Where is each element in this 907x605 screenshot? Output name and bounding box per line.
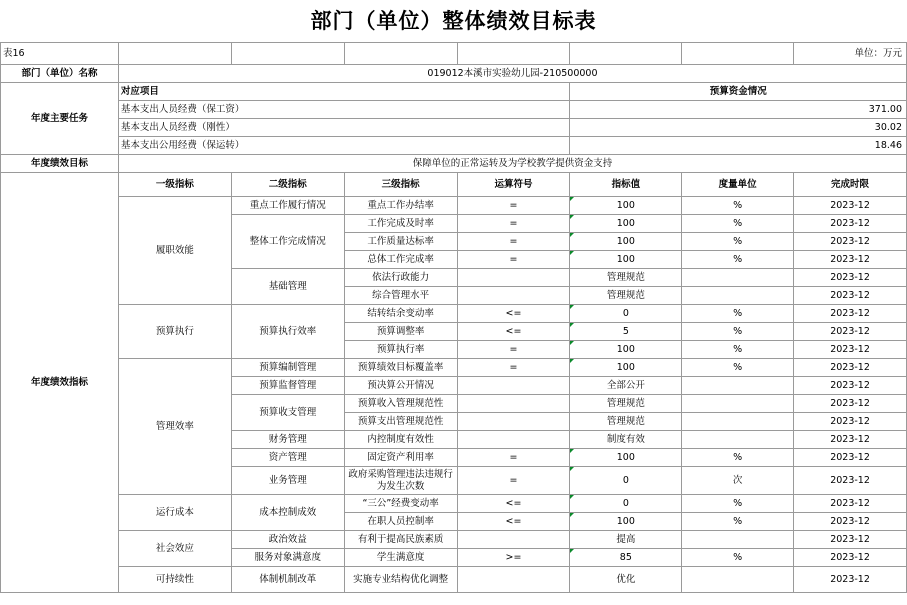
- deadline-cell: 2023-12: [794, 467, 907, 495]
- task-amount: 30.02: [570, 119, 907, 137]
- header-cell: 二级指标: [231, 173, 344, 197]
- value-cell: 100: [570, 251, 682, 269]
- table-number: 表16: [1, 43, 119, 65]
- level3-indicator: 总体工作完成率: [344, 251, 457, 269]
- operator-cell: <=: [457, 323, 570, 341]
- operator-cell: <=: [457, 495, 570, 513]
- operator-cell: =: [457, 251, 570, 269]
- value-cell: 100: [570, 197, 682, 215]
- operator-cell: <=: [457, 305, 570, 323]
- task-col-item: 对应项目: [118, 83, 570, 101]
- level1-indicator: 社会效应: [118, 531, 231, 567]
- level3-indicator: 预算收入管理规范性: [344, 395, 457, 413]
- unit-cell: %: [682, 495, 794, 513]
- header-cell: 运算符号: [457, 173, 570, 197]
- value-cell: 100: [570, 449, 682, 467]
- value-cell: 0: [570, 467, 682, 495]
- level2-indicator: 预算编制管理: [231, 359, 344, 377]
- level3-indicator: 工作完成及时率: [344, 215, 457, 233]
- unit-cell: %: [682, 549, 794, 567]
- level1-indicator: 预算执行: [118, 305, 231, 359]
- level3-indicator: 预算绩效目标覆盖率: [344, 359, 457, 377]
- value-cell: 优化: [570, 567, 682, 593]
- operator-cell: [457, 395, 570, 413]
- value-cell: 管理规范: [570, 395, 682, 413]
- level3-indicator: 预算调整率: [344, 323, 457, 341]
- level2-indicator: 预算收支管理: [231, 395, 344, 431]
- deadline-cell: 2023-12: [794, 269, 907, 287]
- level3-indicator: 有利于提高民族素质: [344, 531, 457, 549]
- operator-cell: =: [457, 449, 570, 467]
- unit-cell: [682, 287, 794, 305]
- value-cell: 100: [570, 233, 682, 251]
- level2-indicator: 体制机制改革: [231, 567, 344, 593]
- level2-indicator: 基础管理: [231, 269, 344, 305]
- level3-indicator: 政府采购管理违法违规行为发生次数: [344, 467, 457, 495]
- task-item: 基本支出公用经费（保运转）: [118, 137, 570, 155]
- value-cell: 85: [570, 549, 682, 567]
- level1-indicator: 运行成本: [118, 495, 231, 531]
- operator-cell: [457, 567, 570, 593]
- level2-indicator: 重点工作履行情况: [231, 197, 344, 215]
- tasks-label: 年度主要任务: [1, 83, 119, 155]
- unit-cell: [682, 269, 794, 287]
- deadline-cell: 2023-12: [794, 377, 907, 395]
- deadline-cell: 2023-12: [794, 513, 907, 531]
- level3-indicator: 预算执行率: [344, 341, 457, 359]
- level2-indicator: 政治效益: [231, 531, 344, 549]
- empty-cell: [570, 43, 682, 65]
- empty-cell: [344, 43, 457, 65]
- header-cell: 指标值: [570, 173, 682, 197]
- deadline-cell: 2023-12: [794, 431, 907, 449]
- operator-cell: =: [457, 215, 570, 233]
- value-cell: 0: [570, 305, 682, 323]
- unit-cell: [682, 413, 794, 431]
- level2-indicator: 成本控制成效: [231, 495, 344, 531]
- operator-cell: =: [457, 197, 570, 215]
- indicators-label: 年度绩效指标: [1, 173, 119, 593]
- unit-cell: %: [682, 251, 794, 269]
- level3-indicator: 预算支出管理规范性: [344, 413, 457, 431]
- operator-cell: [457, 269, 570, 287]
- operator-cell: =: [457, 359, 570, 377]
- value-cell: 100: [570, 359, 682, 377]
- task-amount: 371.00: [570, 101, 907, 119]
- level3-indicator: 预决算公开情况: [344, 377, 457, 395]
- dept-label: 部门（单位）名称: [1, 65, 119, 83]
- level2-indicator: 服务对象满意度: [231, 549, 344, 567]
- operator-cell: [457, 377, 570, 395]
- operator-cell: =: [457, 467, 570, 495]
- unit-cell: %: [682, 305, 794, 323]
- value-cell: 100: [570, 215, 682, 233]
- goal-label: 年度绩效目标: [1, 155, 119, 173]
- empty-cell: [682, 43, 794, 65]
- unit-cell: %: [682, 341, 794, 359]
- header-cell: 三级指标: [344, 173, 457, 197]
- task-amount: 18.46: [570, 137, 907, 155]
- level3-indicator: 重点工作办结率: [344, 197, 457, 215]
- level3-indicator: 依法行政能力: [344, 269, 457, 287]
- operator-cell: =: [457, 233, 570, 251]
- operator-cell: <=: [457, 513, 570, 531]
- unit-cell: [682, 377, 794, 395]
- deadline-cell: 2023-12: [794, 233, 907, 251]
- value-cell: 0: [570, 495, 682, 513]
- empty-cell: [231, 43, 344, 65]
- unit-cell: [682, 431, 794, 449]
- deadline-cell: 2023-12: [794, 495, 907, 513]
- deadline-cell: 2023-12: [794, 531, 907, 549]
- operator-cell: [457, 531, 570, 549]
- value-cell: 管理规范: [570, 287, 682, 305]
- unit-cell: %: [682, 359, 794, 377]
- unit-cell: %: [682, 215, 794, 233]
- deadline-cell: 2023-12: [794, 305, 907, 323]
- goal-value: 保障单位的正常运转及为学校教学提供资金支持: [118, 155, 906, 173]
- deadline-cell: 2023-12: [794, 359, 907, 377]
- value-cell: 5: [570, 323, 682, 341]
- level3-indicator: 工作质量达标率: [344, 233, 457, 251]
- value-cell: 管理规范: [570, 413, 682, 431]
- deadline-cell: 2023-12: [794, 449, 907, 467]
- value-cell: 提高: [570, 531, 682, 549]
- deadline-cell: 2023-12: [794, 287, 907, 305]
- value-cell: 100: [570, 341, 682, 359]
- level3-indicator: 结转结余变动率: [344, 305, 457, 323]
- value-cell: 100: [570, 513, 682, 531]
- deadline-cell: 2023-12: [794, 251, 907, 269]
- level2-indicator: 整体工作完成情况: [231, 215, 344, 269]
- unit-cell: %: [682, 513, 794, 531]
- level1-indicator: 管理效率: [118, 359, 231, 495]
- operator-cell: [457, 431, 570, 449]
- unit-cell: 次: [682, 467, 794, 495]
- header-cell: 度量单位: [682, 173, 794, 197]
- level3-indicator: 综合管理水平: [344, 287, 457, 305]
- value-cell: 管理规范: [570, 269, 682, 287]
- operator-cell: [457, 413, 570, 431]
- value-cell: 制度有效: [570, 431, 682, 449]
- unit-cell: %: [682, 197, 794, 215]
- unit-cell: [682, 567, 794, 593]
- empty-cell: [457, 43, 570, 65]
- task-item: 基本支出人员经费（刚性）: [118, 119, 570, 137]
- level2-indicator: 财务管理: [231, 431, 344, 449]
- deadline-cell: 2023-12: [794, 197, 907, 215]
- level1-indicator: 履职效能: [118, 197, 231, 305]
- page-title: 部门（单位）整体绩效目标表: [310, 9, 597, 33]
- deadline-cell: 2023-12: [794, 413, 907, 431]
- level2-indicator: 预算执行效率: [231, 305, 344, 359]
- deadline-cell: 2023-12: [794, 323, 907, 341]
- header-cell: 完成时限: [794, 173, 907, 197]
- unit-cell: %: [682, 449, 794, 467]
- performance-table: [0, 42, 907, 593]
- empty-cell: [118, 43, 231, 65]
- unit-label: 单位：万元: [794, 43, 907, 65]
- unit-cell: %: [682, 323, 794, 341]
- dept-value: 019012本溪市实验幼儿园-210500000: [118, 65, 906, 83]
- level3-indicator: 内控制度有效性: [344, 431, 457, 449]
- level2-indicator: 资产管理: [231, 449, 344, 467]
- deadline-cell: 2023-12: [794, 341, 907, 359]
- task-col-amount: 预算资金情况: [570, 83, 907, 101]
- level2-indicator: 预算监督管理: [231, 377, 344, 395]
- unit-cell: [682, 531, 794, 549]
- level2-indicator: 业务管理: [231, 467, 344, 495]
- deadline-cell: 2023-12: [794, 549, 907, 567]
- deadline-cell: 2023-12: [794, 395, 907, 413]
- value-cell: 全部公开: [570, 377, 682, 395]
- level3-indicator: 实施专业结构优化调整: [344, 567, 457, 593]
- operator-cell: [457, 287, 570, 305]
- level3-indicator: 固定资产利用率: [344, 449, 457, 467]
- level1-indicator: 可持续性: [118, 567, 231, 593]
- deadline-cell: 2023-12: [794, 215, 907, 233]
- operator-cell: >=: [457, 549, 570, 567]
- level3-indicator: 学生满意度: [344, 549, 457, 567]
- header-cell: 一级指标: [118, 173, 231, 197]
- level3-indicator: “三公”经费变动率: [344, 495, 457, 513]
- task-item: 基本支出人员经费（保工资）: [118, 101, 570, 119]
- level3-indicator: 在职人员控制率: [344, 513, 457, 531]
- unit-cell: %: [682, 233, 794, 251]
- operator-cell: =: [457, 341, 570, 359]
- deadline-cell: 2023-12: [794, 567, 907, 593]
- unit-cell: [682, 395, 794, 413]
